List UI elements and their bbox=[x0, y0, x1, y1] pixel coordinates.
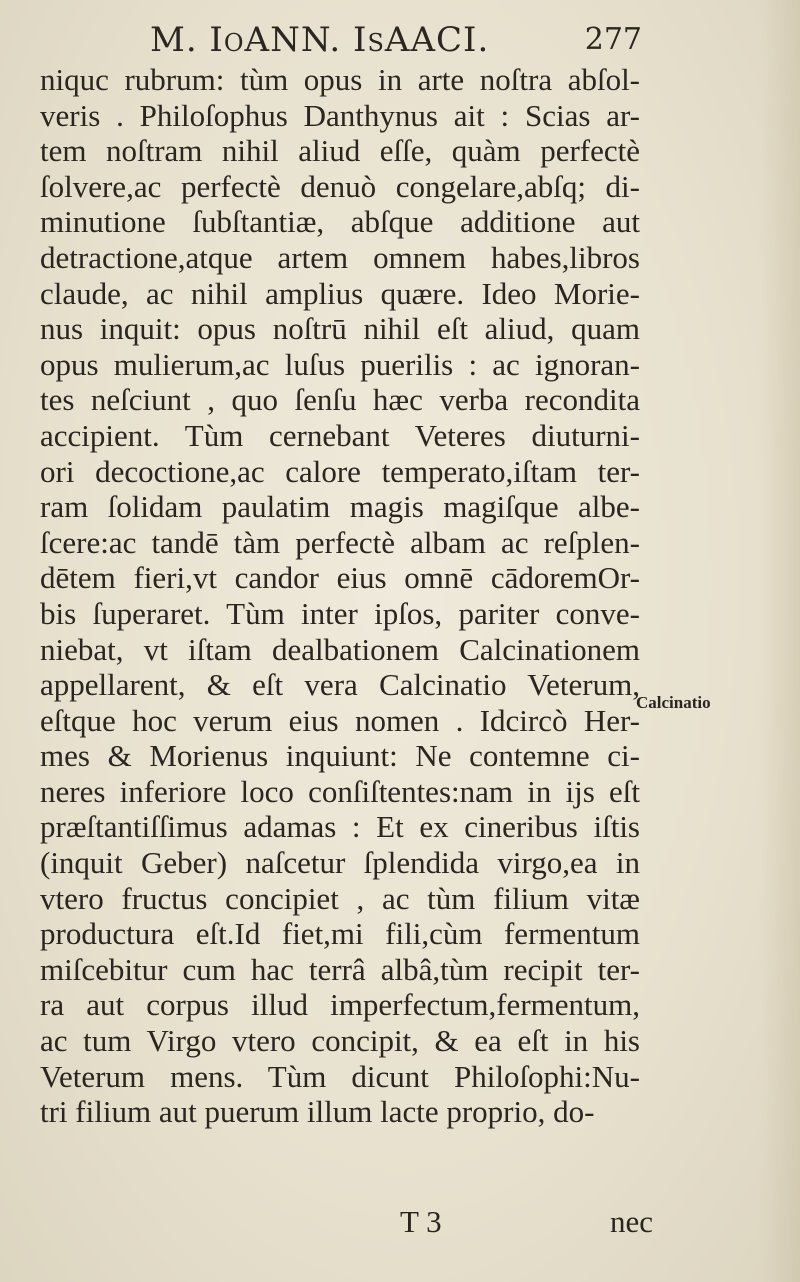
text-line: niquc rubrum: tùm opus in arte noſtra abſol- bbox=[40, 62, 640, 97]
text-line: ac tum Virgo vtero concipit, & ea eſt in his bbox=[40, 1023, 640, 1059]
text-line: niebat, vt iſtam dealbationem Calcinationem bbox=[40, 631, 640, 667]
running-head: M. IoANN. IsAACI. bbox=[150, 20, 490, 60]
text-line: detractione,atque artem omnem habes,libros bbox=[40, 239, 640, 275]
catchword: nec bbox=[610, 1204, 654, 1239]
text-line: ra aut corpus illud imperfectum,fermentum, bbox=[40, 987, 640, 1023]
page-header bbox=[150, 20, 650, 60]
text-line: tes neſciunt , quo ſenſu hæc verba recondita bbox=[40, 382, 640, 418]
page-number: 277 bbox=[584, 22, 642, 57]
text-line: ſcere:ac tandē tàm perfectè albam ac reſplen- bbox=[40, 524, 640, 560]
text-line: ram ſolidam paulatim magis magiſque albe- bbox=[40, 489, 640, 525]
marginal-note: Calcinatio bbox=[636, 693, 711, 712]
text-line: eſtque hoc verum eius nomen . Idcircò Her- bbox=[40, 702, 640, 738]
text-line: appellarent, & eſt vera Calcinatio Veterum, bbox=[40, 667, 640, 703]
text-line: bis ſuperaret. Tùm inter ipſos, pariter conve- bbox=[40, 595, 640, 631]
text-line: veris . Philoſophus Danthynus ait : Scias ar- bbox=[40, 97, 640, 133]
text-line: productura eſt.Id fiet,mi fili,cùm fermentum bbox=[40, 916, 640, 952]
text-line: nus inquit: opus noſtrū nihil eſt aliud, quam bbox=[40, 311, 640, 347]
text-line: tri filium aut puerum illum lacte proprio, do- bbox=[40, 1094, 595, 1130]
text-line: tem noſtram nihil aliud eſſe, quàm perfectè bbox=[40, 133, 640, 169]
text-line: ori decoctione,ac calore temperato,iſtam ter- bbox=[40, 453, 640, 489]
text-line: Veterum mens. Tùm dicunt Philoſophi:Nu- bbox=[40, 1058, 640, 1094]
text-line: ſolvere,ac perfectè denuò congelare,abſq; di- bbox=[40, 168, 640, 204]
text-line: accipient. Tùm cernebant Veteres diuturni- bbox=[40, 417, 640, 453]
text-line: (inquit Geber) naſcetur ſplendida virgo,ea in bbox=[40, 845, 640, 881]
text-line: miſcebitur cum hac terrâ albâ,tùm recipit ter- bbox=[40, 951, 640, 987]
text-line: claude, ac nihil amplius quære. Ideo Morie- bbox=[40, 275, 640, 311]
text-line: neres inferiore loco conſiſtentes:nam in ijs eſt bbox=[40, 773, 640, 809]
text-line: minutione ſubſtantiæ, abſque additione aut bbox=[40, 204, 640, 240]
text-line: vtero fructus concipiet , ac tùm filium vitæ bbox=[40, 880, 640, 916]
text-line: mes & Morienus inquiunt: Ne contemne ci- bbox=[40, 738, 640, 774]
text-line: dētem fieri,vt candor eius omnē cādoremOr- bbox=[40, 560, 640, 596]
page-footer bbox=[400, 1204, 660, 1244]
signature-mark: T 3 bbox=[400, 1204, 442, 1239]
body-text bbox=[40, 62, 640, 1130]
text-line: opus mulierum,ac luſus puerilis : ac ignoran- bbox=[40, 346, 640, 382]
text-line: præſtantiſſimus adamas : Et ex cineribus iſtis bbox=[40, 809, 640, 845]
